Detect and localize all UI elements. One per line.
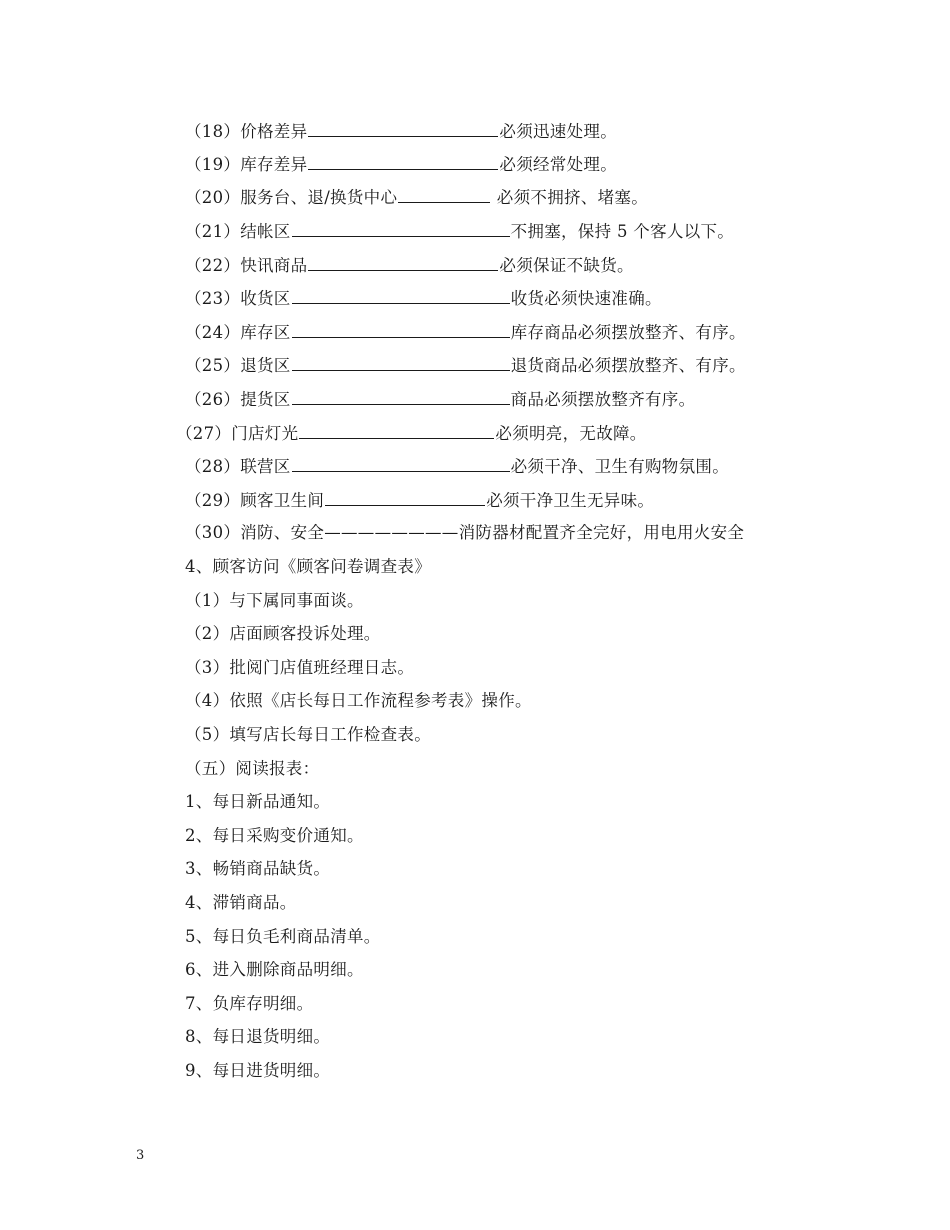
item-rule: 必须保证不缺货。 bbox=[499, 256, 634, 275]
section5-heading: （五）阅读报表： bbox=[185, 759, 320, 778]
item-label: 门店灯光 bbox=[231, 424, 299, 443]
report-item-9: 9、每日进货明细。 bbox=[185, 1061, 331, 1080]
section4-item-3: （3）批阅门店值班经理日志。 bbox=[185, 658, 415, 677]
item-number: （20） bbox=[185, 188, 241, 207]
blank-line bbox=[292, 388, 510, 405]
item-rule: 必须干净卫生无异味。 bbox=[486, 491, 655, 510]
blank-line bbox=[398, 186, 490, 203]
item-rule: 必须迅速处理。 bbox=[499, 122, 618, 141]
fill-item-23 bbox=[185, 287, 662, 310]
item-label: 提货区 bbox=[240, 390, 291, 409]
item-label: 库存差异 bbox=[240, 155, 308, 174]
item-label: 收货区 bbox=[240, 289, 291, 308]
item-rule: 必须干净、卫生有购物氛围。 bbox=[510, 457, 730, 476]
blank-line bbox=[325, 489, 485, 506]
fill-item-21 bbox=[185, 220, 734, 243]
blank-line bbox=[292, 321, 510, 338]
blank-line bbox=[308, 254, 498, 271]
blank-line bbox=[308, 120, 498, 137]
item-number: （23） bbox=[185, 289, 241, 308]
item-label: 联营区 bbox=[240, 457, 291, 476]
item-number: （24） bbox=[185, 323, 241, 342]
item-rule: 必须不拥挤、堵塞。 bbox=[491, 188, 649, 207]
fill-item-19 bbox=[185, 153, 617, 176]
fill-item-24 bbox=[185, 321, 746, 344]
section4-item-2: （2）店面顾客投诉处理。 bbox=[185, 624, 381, 643]
item-label: 顾客卫生间 bbox=[240, 491, 325, 510]
report-item-4: 4、滞销商品。 bbox=[185, 893, 297, 912]
item-number: （26） bbox=[185, 390, 241, 409]
blank-line bbox=[308, 153, 498, 170]
fill-item-18 bbox=[185, 120, 617, 143]
fill-item-22 bbox=[185, 254, 634, 277]
item-rule: 退货商品必须摆放整齐、有序。 bbox=[510, 356, 746, 375]
item-number: （22） bbox=[185, 256, 241, 275]
fill-item-25 bbox=[185, 354, 746, 377]
item-label: 库存区 bbox=[240, 323, 291, 342]
page-number: 3 bbox=[136, 1148, 145, 1163]
item-number: （29） bbox=[185, 491, 241, 510]
blank-line bbox=[292, 220, 510, 237]
report-item-7: 7、负库存明细。 bbox=[185, 994, 314, 1013]
blank-line bbox=[299, 422, 494, 439]
report-item-1: 1、每日新品通知。 bbox=[185, 792, 331, 811]
fill-item-20 bbox=[185, 186, 648, 209]
item-number: （18） bbox=[185, 122, 241, 141]
item-rule: 必须经常处理。 bbox=[499, 155, 618, 174]
item-label: 服务台、退/换货中心 bbox=[240, 188, 398, 207]
item-number: （25） bbox=[185, 356, 241, 375]
section4-item-1: （1）与下属同事面谈。 bbox=[185, 591, 364, 610]
item-number: （28） bbox=[185, 457, 241, 476]
item-rule: 商品必须摆放整齐有序。 bbox=[510, 390, 696, 409]
item-rule: 收货必须快速准确。 bbox=[510, 289, 662, 308]
fill-item-28 bbox=[185, 455, 729, 478]
item-label: 退货区 bbox=[240, 356, 291, 375]
blank-line bbox=[292, 354, 510, 371]
fill-item-27 bbox=[176, 422, 647, 445]
blank-line bbox=[292, 287, 510, 304]
item-number: （21） bbox=[185, 222, 241, 241]
section4-heading: 4、顾客访问《顾客问卷调查表》 bbox=[185, 557, 431, 576]
safety-line: （30）消防、安全————————消防器材配置齐全完好，用电用火安全 bbox=[185, 523, 745, 542]
report-item-6: 6、进入删除商品明细。 bbox=[185, 960, 364, 979]
report-item-2: 2、每日采购变价通知。 bbox=[185, 826, 364, 845]
item-number: （27） bbox=[176, 424, 232, 443]
report-item-8: 8、每日退货明细。 bbox=[185, 1027, 331, 1046]
item-label: 结帐区 bbox=[240, 222, 291, 241]
item-number: （19） bbox=[185, 155, 241, 174]
item-label: 快讯商品 bbox=[240, 256, 308, 275]
report-item-5: 5、每日负毛利商品清单。 bbox=[185, 927, 381, 946]
report-item-3: 3、畅销商品缺货。 bbox=[185, 859, 331, 878]
section4-item-4: （4）依照《店长每日工作流程参考表》操作。 bbox=[185, 691, 532, 710]
item-label: 价格差异 bbox=[240, 122, 308, 141]
blank-line bbox=[292, 455, 510, 472]
fill-item-29 bbox=[185, 489, 654, 512]
item-rule: 必须明亮，无故障。 bbox=[495, 424, 647, 443]
section4-item-5: （5）填写店长每日工作检查表。 bbox=[185, 725, 431, 744]
item-rule: 库存商品必须摆放整齐、有序。 bbox=[510, 323, 746, 342]
fill-item-26 bbox=[185, 388, 695, 411]
item-rule: 不拥塞，保持 5 个客人以下。 bbox=[510, 222, 735, 241]
